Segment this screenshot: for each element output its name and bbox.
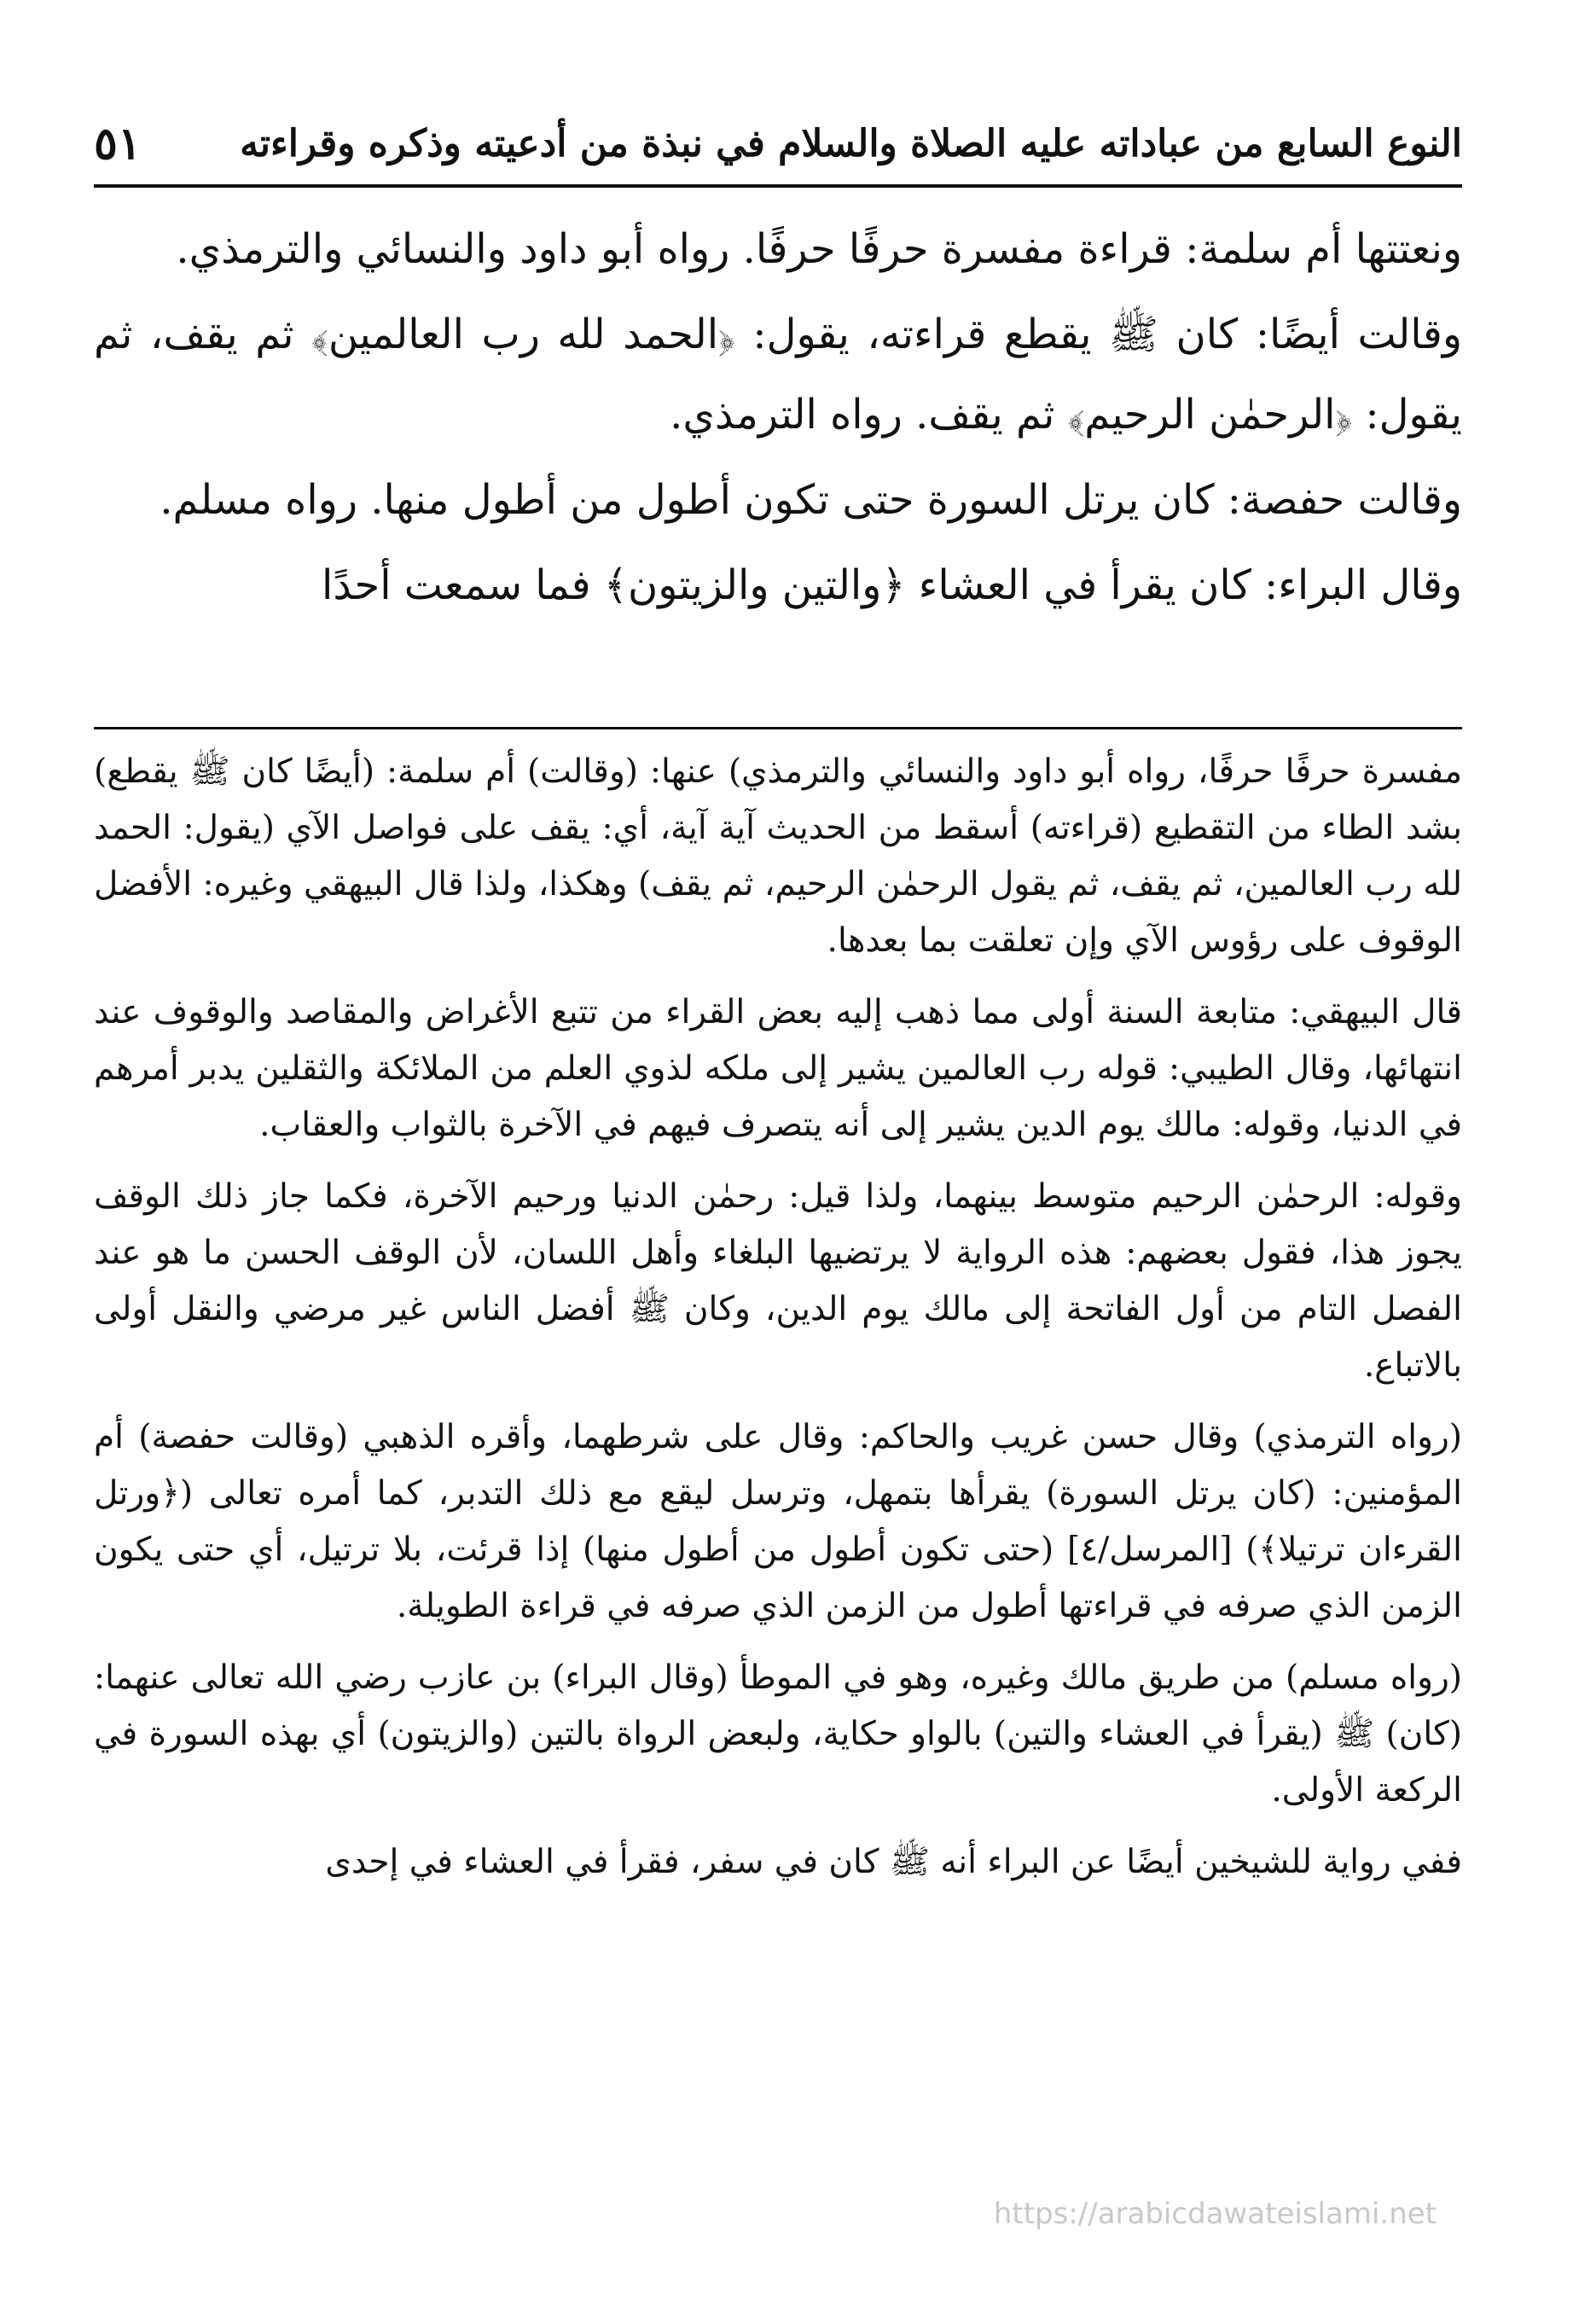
commentary-paragraph: وقوله: الرحمٰن الرحيم متوسط بينهما، ولذا قيل: رحمٰن الدنيا ورحيم الآخرة، فكما جاز ذلك الوقف يجوز هذا، فقول بعضهم: هذه الرواية لا يرتضيها البلغاء وأهل اللسان، لأن الوقف الحسن ما هو عند الفصل التام من أول الفاتحة إلى مالك يوم الدين، وكان ﷺ أفضل الناس غير مرضي والنقل أولى بالاتباع.: [94, 1177, 1462, 1385]
commentary-paragraph: مفسرة حرفًا حرفًا، رواه أبو داود والنسائي والترمذي) عنها: (وقالت) أم سلمة: (أيضًا كان ﷺ يقطع) بشد الطاء من التقطيع (قراءته) أسقط من الحديث آية آية، أي: يقف على فواصل الآي (يقول: الحمد لله رب العالمين، ثم يقف، ثم يقول الرحمٰن الرحيم، ثم يقف) وهكذا، ولذا قال البيهقي وغيره: الأفضل الوقوف على رؤوس الآي وإن تعلقت بما بعدها.: [94, 752, 1462, 960]
page-number: ٥١: [94, 117, 142, 170]
main-paragraph: وقال البراء: كان يقرأ في العشاء ﴿والتين والزيتون﴾ فما سمعت أحدًا: [321, 561, 1462, 609]
commentary-text: [94, 744, 1462, 1906]
footnote-divider: [94, 727, 1462, 729]
main-paragraph: وقالت حفصة: كان يرتل السورة حتى تكون أطول من أطول منها. رواه مسلم.: [160, 476, 1462, 524]
page-header: [94, 102, 1462, 188]
commentary-paragraph: قال البيهقي: متابعة السنة أولى مما ذهب إليه بعض القراء من تتبع الأغراض والمقاصد والوقوف عند انتهائها، وقال الطيبي: قوله رب العالمين يشير إلى ملكه لذوي العلم من الملائكة والثقلين يدبر أمرهم في الدنيا، وقوله: مالك يوم الدين يشير إلى أنه يتصرف فيهم في الآخرة بالثواب والعقاب.: [94, 993, 1462, 1144]
main-text: [94, 209, 1462, 630]
main-paragraph: ونعتتها أم سلمة: قراءة مفسرة حرفًا حرفًا. رواه أبو داود والنسائي والترمذي.: [176, 225, 1462, 273]
commentary-paragraph: ففي رواية للشيخين أيضًا عن البراء أنه ﷺ كان في سفر، فقرأ في العشاء في إحدى: [325, 1843, 1462, 1881]
commentary-paragraph: (رواه مسلم) من طريق مالك وغيره، وهو في الموطأ (وقال البراء) بن عازب رضي الله تعالى عنهما: (كان) ﷺ (يقرأ في العشاء والتين) بالواو حكاية، ولبعض الرواة بالتين (والزيتون) أي بهذه السورة في الركعة الأولى.: [94, 1659, 1462, 1810]
watermark-url: https://arabicdawateislami.net: [993, 2197, 1437, 2231]
commentary-paragraph: (رواه الترمذي) وقال حسن غريب والحاكم: وقال على شرطهما، وأقره الذهبي (وقالت حفصة) أم المؤمنين: (كان يرتل السورة) يقرأها بتمهل، وترسل ليقع مع ذلك التدبر، كما أمره تعالى (﴿ورتل القرءان ترتيلا﴾) [المرسل/٤] (حتى تكون أطول من أطول منها) إذا قرئت، بلا ترتيل، أي حتى يكون الزمن الذي صرفه في قراءتها أطول من الزمن الذي صرفه في قراءة الطويلة.: [94, 1418, 1462, 1625]
main-paragraph: وقالت أيضًا: كان ﷺ يقطع قراءته، يقول: ﴿الحمد لله رب العالمين﴾ ثم يقف، ثم يقول: ﴿الرحمٰن الرحيم﴾ ثم يقف. رواه الترمذي.: [94, 311, 1462, 439]
running-title: النوع السابع من عباداته عليه الصلاة والسلام في نبذة من أدعيته وذكره وقراءته: [240, 121, 1462, 166]
